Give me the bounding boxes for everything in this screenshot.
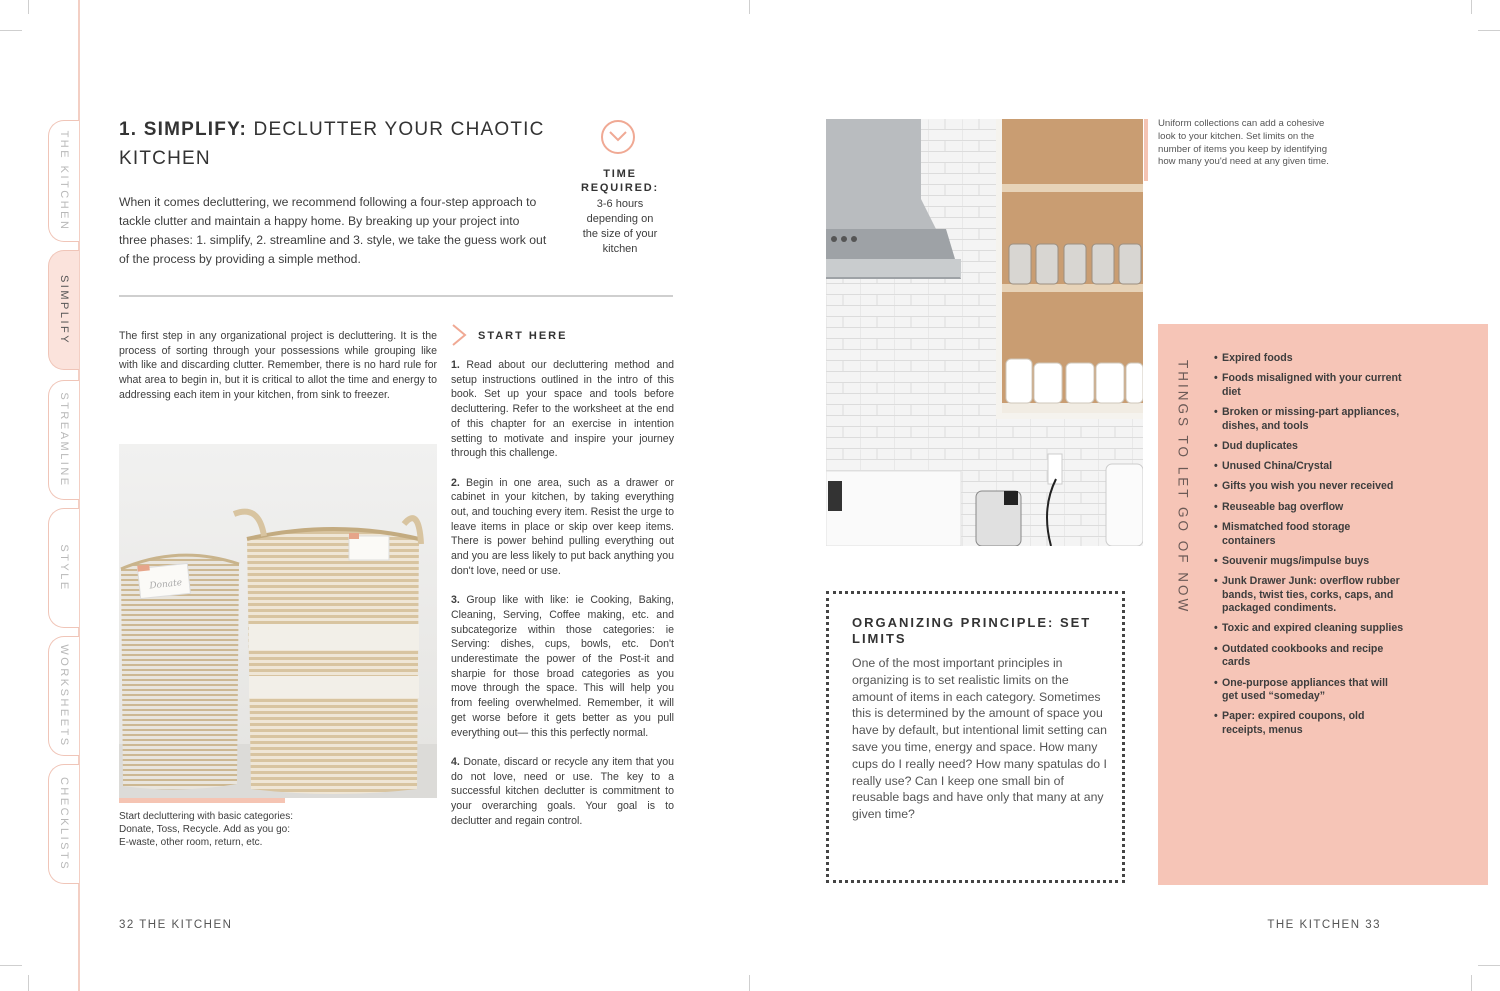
tab-checklists[interactable] xyxy=(48,764,79,884)
clock-icon xyxy=(600,119,636,155)
step-number: 4. xyxy=(451,755,460,768)
tab-label: STREAMLINE xyxy=(58,392,70,488)
tab-style[interactable] xyxy=(48,508,79,628)
tab-simplify[interactable] xyxy=(48,250,79,370)
page-footer-right: THE KITCHEN 33 xyxy=(1267,919,1381,931)
let-go-title xyxy=(1168,360,1198,615)
list-item: • Broken or missing-part appliances, dishes, and tools xyxy=(1214,406,1404,433)
steps-list xyxy=(451,358,674,843)
chevron-right-icon xyxy=(451,323,467,347)
step-number: 2. xyxy=(451,476,460,489)
step-item xyxy=(451,358,674,461)
let-go-title-text: THINGS TO LET GO OF NOW xyxy=(1175,360,1191,615)
tab-label: WORKSHEETS xyxy=(58,644,70,748)
list-item: • Toxic and expired cleaning supplies xyxy=(1214,622,1404,636)
baskets-photo xyxy=(119,444,437,798)
title-rest: DECLUTTER YOUR CHAOTIC KITCHEN xyxy=(119,119,545,169)
kitchen-photo-caption: Uniform collections can add a cohesive look to your kitchen. Set limits on the number of items you keep by identifying how many you'd need at any given time. xyxy=(1158,118,1329,168)
list-item: • One-purpose appliances that will get used “someday” xyxy=(1214,677,1404,704)
list-item: • Junk Drawer Junk: overflow rubber bands, twist ties, corks, caps, and packaged condiments. xyxy=(1214,575,1404,616)
photo-accent-bar xyxy=(119,798,285,803)
tab-worksheets[interactable] xyxy=(48,636,79,756)
list-item: • Unused China/Crystal xyxy=(1214,460,1404,474)
body-paragraph: The first step in any organizational project is decluttering. It is the process of sorting through your possessions while grouping like with like and discarding clutter. Remember, there is no hard rule for what area to begin in, but it is critical to allot the time and energy to addressing each item in your kitchen, from sink to freezer. xyxy=(119,330,437,401)
time-required-label: TIME REQUIRED: xyxy=(581,168,659,194)
step-item xyxy=(451,755,674,829)
step-number: 3. xyxy=(451,594,460,607)
list-item: • Dud duplicates xyxy=(1214,440,1404,454)
tab-label: SIMPLIFY xyxy=(58,274,70,346)
list-item: • Mismatched food storage containers xyxy=(1214,521,1404,548)
list-item: • Souvenir mugs/impulse buys xyxy=(1214,555,1404,569)
list-item: • Foods misaligned with your current diet xyxy=(1214,372,1404,399)
let-go-list xyxy=(1214,352,1404,744)
intro-paragraph: When it comes decluttering, we recommend following a four-step approach to tackle clutter and maintain a happy home. By breaking up your project into three phases: 1. simplify, 2. streamline and 3. style, we take the guess work out of the process by providing a simple method. xyxy=(119,195,547,266)
divider xyxy=(119,295,673,297)
list-item: • Reuseable bag overflow xyxy=(1214,501,1404,515)
list-item: • Expired foods xyxy=(1214,352,1404,366)
step-item xyxy=(451,593,674,740)
page-footer-left: 32 THE KITCHEN xyxy=(119,919,233,931)
tab-streamline[interactable] xyxy=(48,380,79,500)
tab-the-kitchen[interactable] xyxy=(48,120,79,242)
basket-tag-text: Donate xyxy=(148,578,183,592)
kitchen-photo xyxy=(826,119,1143,546)
page-title xyxy=(119,115,559,173)
step-text: Begin in one area, such as a drawer or cabinet in your kitchen, by taking everything out, and touching every item. Resist the urge to leave items in place or skip over keep items. There is power behind pulling everything out and you are less likely to put back anything you don't love, need or use. xyxy=(451,476,674,577)
start-here-heading: START HERE xyxy=(478,330,568,342)
step-text: Read about our decluttering method and setup instructions outlined in the intro of this book. Set up your space and tools before decluttering. Refer to the worksheet at the end of this chapter for an exercise in intention setting to motivate and inspire your journey through this challenge. xyxy=(451,359,674,460)
list-item: • Paper: expired coupons, old receipts, menus xyxy=(1214,710,1404,737)
tab-label: STYLE xyxy=(58,544,70,592)
list-item: • Outdated cookbooks and recipe cards xyxy=(1214,643,1404,670)
step-text: Donate, discard or recycle any item that you do not love, need or use. The key to a successful kitchen declutter is commitment to your overarching goals. Your goal is to declutter and regain control. xyxy=(451,755,674,827)
time-required-value: 3-6 hours depending on the size of your kitchen xyxy=(582,198,658,255)
list-item: • Gifts you wish you never received xyxy=(1214,480,1404,494)
step-item xyxy=(451,476,674,579)
tab-label: CHECKLISTS xyxy=(58,776,70,872)
principle-title: ORGANIZING PRINCIPLE: SET LIMITS xyxy=(852,615,1092,646)
step-text: Group like with like: ie Cooking, Baking, Cleaning, Serving, Coffee making, etc. and subcategorize within those categories: ie Serving: dishes, cups, bowls, etc. Don't underestimate the power of the Post-it and sharpie for those broad categories as you move through the space. This will help you from feeling overwhelmed. Remember, it will get worse before it gets better as you pull everything out— this this perfectly normal. xyxy=(451,594,674,739)
photo-caption: Start decluttering with basic categories: Donate, Toss, Recycle. Add as you go: E-waste, other room, return, etc. xyxy=(119,811,293,848)
tab-label: THE KITCHEN xyxy=(58,130,70,232)
step-number: 1. xyxy=(451,359,460,371)
principle-body: One of the most important principles in organizing is to set realistic limits on the amount of items in each category. Sometimes this is determined by the amount of space you have by default, but intentional limit setting can save you time, energy and space. How many cups do I really need? How many spatulas do I really use? Can I keep one small bin of reusable bags and have only that many at any given time? xyxy=(852,656,1107,822)
title-bold: 1. SIMPLIFY: xyxy=(119,119,248,140)
caption-accent-bar xyxy=(1144,119,1148,181)
